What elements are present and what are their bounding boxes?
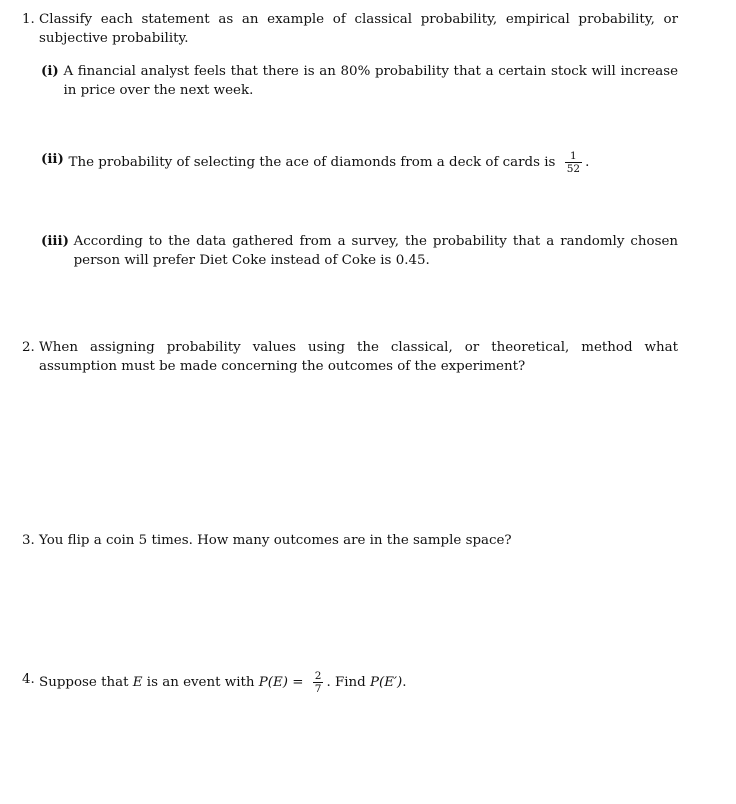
question-text: Suppose that bbox=[39, 675, 129, 690]
question-text-2: is an event with bbox=[146, 675, 255, 690]
question-number: 3. bbox=[22, 533, 35, 548]
probability-expression: P(E) = bbox=[258, 675, 304, 690]
question-text-end: . bbox=[402, 675, 407, 690]
part-label: (ii) bbox=[41, 151, 64, 167]
question-1-part-ii bbox=[41, 150, 678, 175]
event-symbol: E bbox=[132, 675, 143, 690]
part-text-end: . bbox=[585, 155, 590, 170]
question-text: You flip a coin 5 times. How many outcomes are in the sample space? bbox=[39, 533, 512, 548]
part-text: A financial analyst feels that there is an 80% probability that a certain stock will increase in price over the next week. bbox=[63, 64, 678, 98]
fraction-numerator: 2 bbox=[314, 670, 322, 682]
part-text: The probability of selecting the ace of diamonds from a deck of cards is bbox=[68, 155, 556, 170]
question-text-3: . Find bbox=[326, 675, 366, 690]
question-2 bbox=[22, 338, 678, 376]
fraction bbox=[565, 150, 582, 175]
question-number: 1. bbox=[22, 12, 35, 27]
question-1-part-i bbox=[41, 62, 678, 100]
question-4 bbox=[22, 670, 678, 695]
question-text: When assigning probability values using the classical, or theoretical, method what assumption must be made concerning the outcomes of the experiment? bbox=[39, 340, 678, 374]
part-label: (i) bbox=[41, 63, 59, 79]
fraction-denominator: 52 bbox=[566, 163, 581, 175]
fraction bbox=[313, 670, 324, 695]
question-number: 2. bbox=[22, 340, 35, 355]
fraction-denominator: 7 bbox=[314, 683, 322, 695]
question-1 bbox=[22, 10, 678, 48]
fraction-numerator: 1 bbox=[565, 150, 582, 163]
question-text: Classify each statement as an example of classical probability, empirical probability, or subjective probability. bbox=[39, 12, 678, 46]
question-number: 4. bbox=[22, 672, 35, 687]
part-text: According to the data gathered from a survey, the probability that a randomly chosen person will prefer Diet Coke instead of Coke is 0.45. bbox=[73, 234, 678, 268]
question-1-part-iii bbox=[41, 232, 678, 270]
part-label: (iii) bbox=[41, 233, 69, 249]
complement-expression: P(E′) bbox=[370, 675, 403, 690]
question-3 bbox=[22, 531, 678, 550]
